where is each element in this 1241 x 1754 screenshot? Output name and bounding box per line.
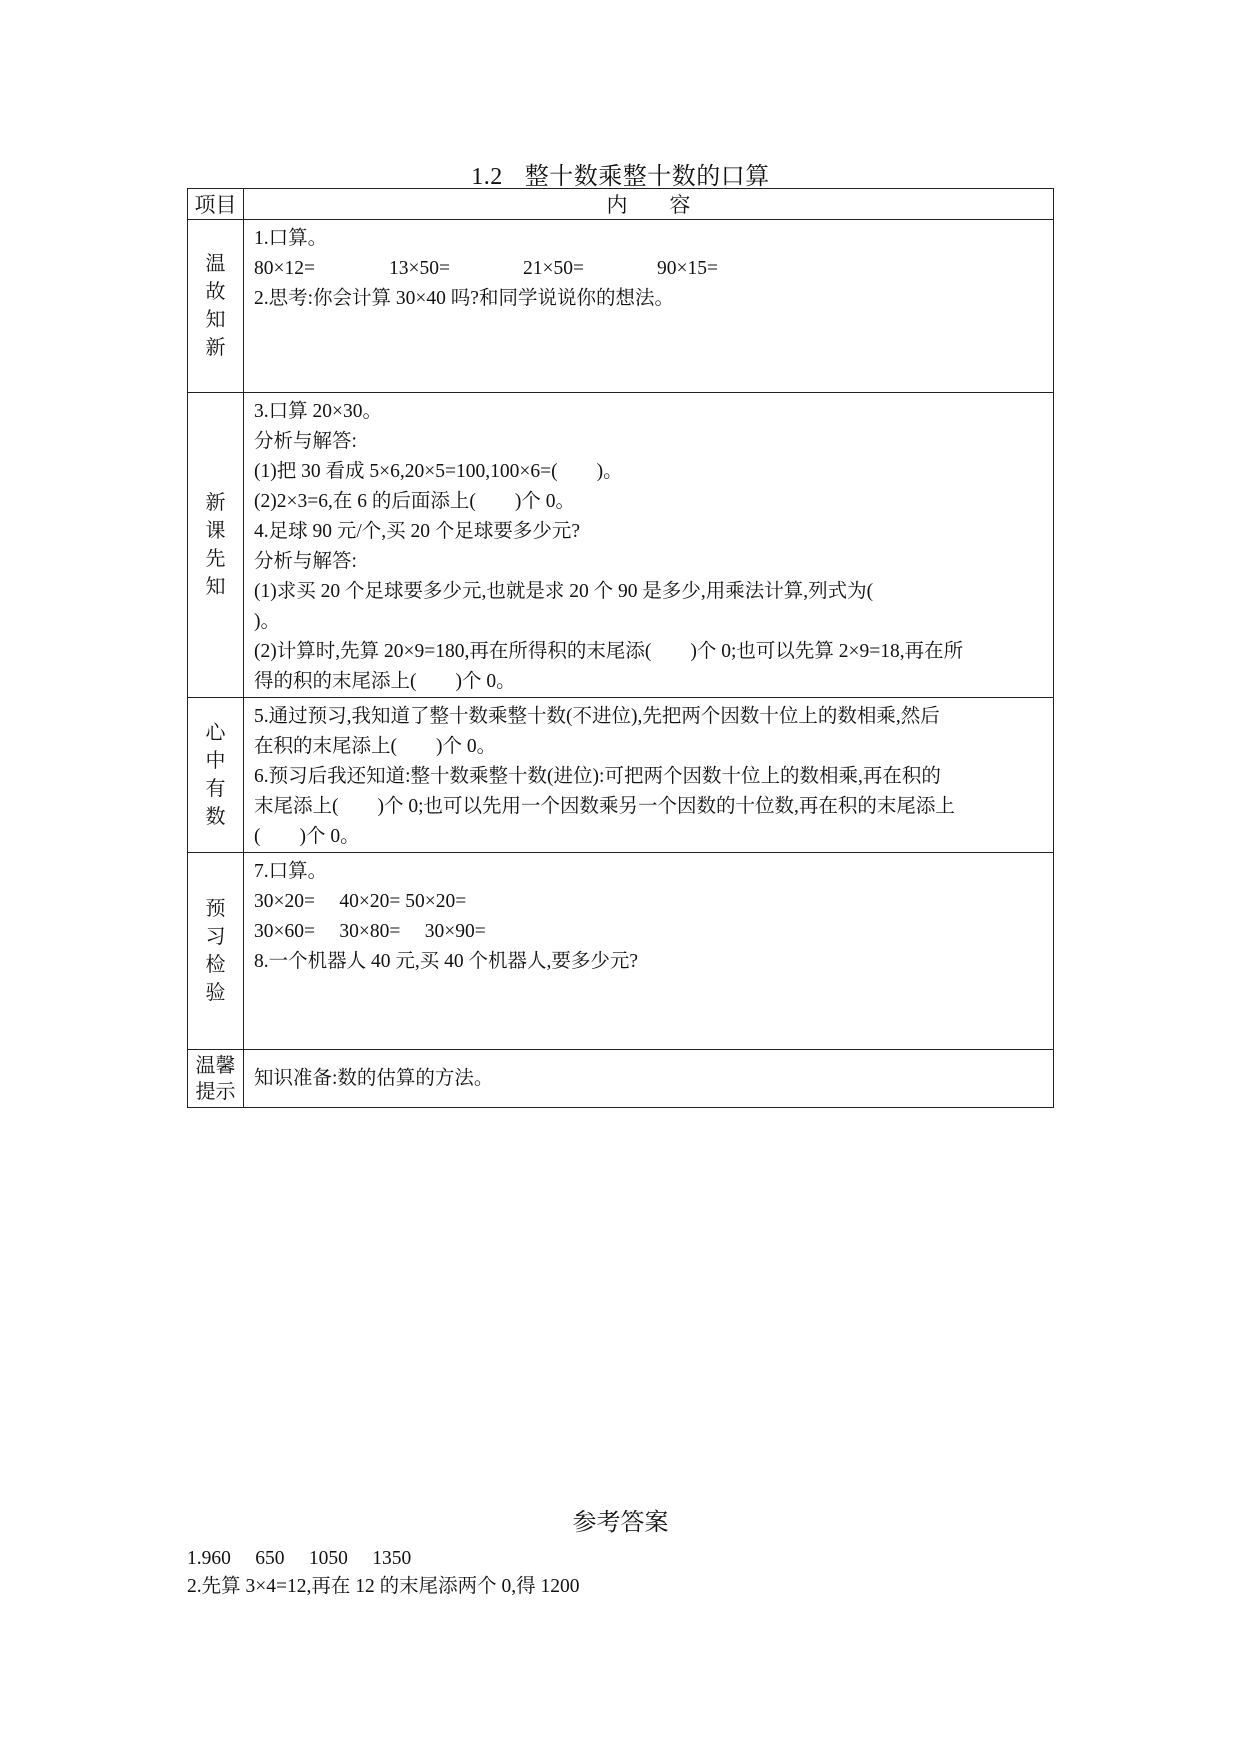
section-row-review <box>188 220 1054 393</box>
section-label: 新课先知 <box>188 393 244 698</box>
answer-line: 1.960 650 1050 1350 <box>187 1548 412 1569</box>
section-row-summary <box>188 698 1054 853</box>
question-line: (1)求买 20 个足球要多少元,也就是求 20 个 90 是多少,用乘法计算,列式为( <box>254 581 874 602</box>
worksheet-title <box>0 156 1241 191</box>
question-line: 8.一个机器人 40 元,买 40 个机器人,要多少元? <box>254 951 639 972</box>
question-line: 4.足球 90 元/个,买 20 个足球要多少元? <box>254 521 581 542</box>
section-label: 温馨提示 <box>188 1050 244 1108</box>
answer-title: 参考答案 <box>572 1510 669 1536</box>
question-line: 分析与解答: <box>254 551 357 572</box>
section-label: 心中有数 <box>188 698 244 853</box>
question-line: 3.口算 20×30。 <box>254 401 382 422</box>
title-number: 1.2 <box>471 164 503 190</box>
table-header-row <box>188 189 1054 220</box>
section-content <box>244 393 1054 698</box>
question-line: 7.口算。 <box>254 861 328 882</box>
question-line: 2.思考:你会计算 30×40 吗?和同学说说你的想法。 <box>254 288 674 309</box>
calc-line: 30×20= 40×20= 50×20= <box>254 891 467 912</box>
section-content <box>244 698 1054 853</box>
section-label: 预习检验 <box>188 853 244 1050</box>
worksheet-table <box>187 188 1054 1108</box>
header-item: 项目 <box>188 189 244 220</box>
calc-item: 80×12= <box>254 258 315 279</box>
section-content <box>244 853 1054 1050</box>
question-line: (2)2×3=6,在 6 的后面添上( )个 0。 <box>254 491 575 512</box>
question-line: (2)计算时,先算 20×9=180,再在所得积的末尾添( )个 0;也可以先算 2×9=18,再在所 <box>254 641 964 662</box>
question-line: 5.通过预习,我知道了整十数乘整十数(不进位),先把两个因数十位上的数相乘,然后 <box>254 706 940 727</box>
question-line: )。 <box>254 611 280 632</box>
title-text: 整十数乘整十数的口算 <box>524 164 770 190</box>
section-row-tips <box>188 1050 1054 1108</box>
section-content <box>244 1050 1054 1108</box>
tip-line: 知识准备:数的估算的方法。 <box>254 1067 494 1089</box>
question-line: ( )个 0。 <box>254 826 360 847</box>
question-line: 1.口算。 <box>254 228 328 249</box>
calc-item: 21×50= <box>523 258 584 279</box>
calc-item: 13×50= <box>389 258 450 279</box>
question-line: 得的积的末尾添上( )个 0。 <box>254 671 516 692</box>
section-content <box>244 220 1054 393</box>
calc-line: 30×60= 30×80= 30×90= <box>254 921 486 942</box>
section-row-new-lesson <box>188 393 1054 698</box>
question-line: 末尾添上( )个 0;也可以先用一个因数乘另一个因数的十位数,再在积的末尾添上 <box>254 796 955 817</box>
calc-line <box>254 254 1047 284</box>
question-line: 在积的末尾添上( )个 0。 <box>254 736 497 757</box>
question-line: 6.预习后我还知道:整十数乘整十数(进位):可把两个因数十位上的数相乘,再在积的 <box>254 766 941 787</box>
calc-item: 90×15= <box>657 258 718 279</box>
question-line: (1)把 30 看成 5×6,20×5=100,100×6=( )。 <box>254 461 623 482</box>
question-line: 分析与解答: <box>254 431 357 452</box>
section-label: 温故知新 <box>188 220 244 393</box>
answer-key <box>187 1502 1054 1601</box>
answer-line: 2.先算 3×4=12,再在 12 的末尾添两个 0,得 1200 <box>187 1576 580 1597</box>
section-row-check <box>188 853 1054 1050</box>
header-content: 内 容 <box>244 189 1054 220</box>
